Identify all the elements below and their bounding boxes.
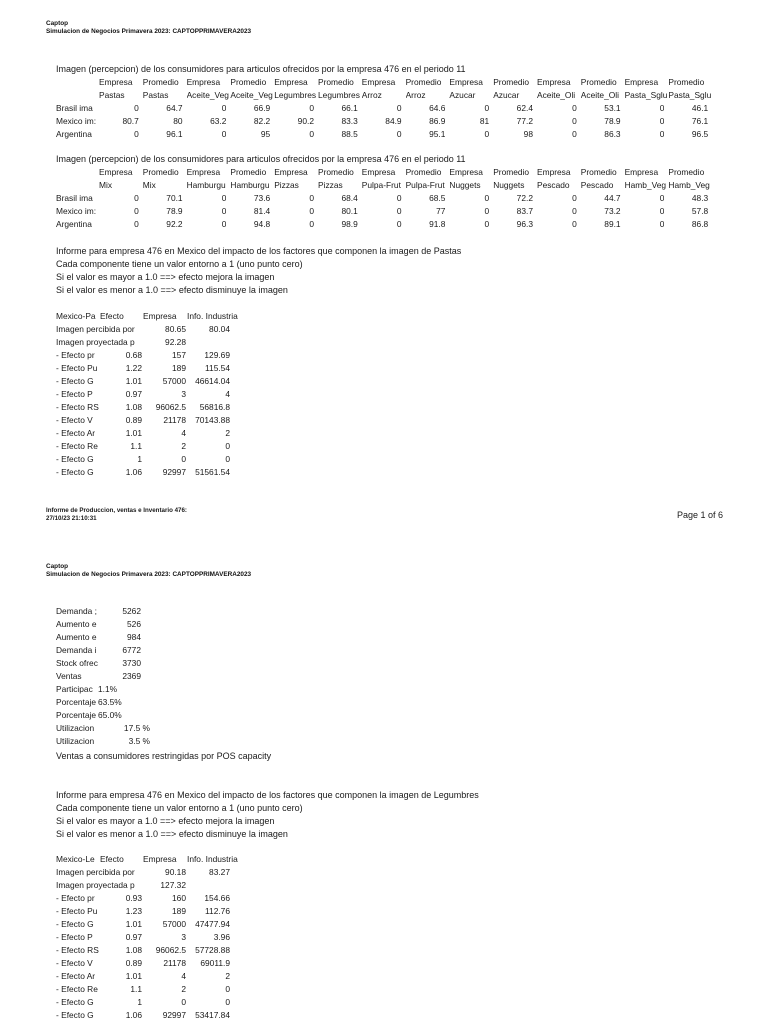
column-header: Promedio [230,167,267,177]
page-number: Page 1 of 6 [677,510,724,520]
row-label: - Efecto RS [56,945,99,955]
table-cell: 0 [396,193,402,203]
footer-datetime: 27/10/23 21:10:31 [46,515,97,522]
stat-label: Aumento e [56,632,97,642]
column-header: Empresa [449,77,483,87]
industria-value: 2 [225,428,230,438]
empresa-value: 90.18 [165,867,186,877]
row-label: - Efecto G [56,376,94,386]
table-cell: 98.9 [341,219,358,229]
industria-value: 154.66 [204,893,230,903]
column-subheader: Aceite_Oli [537,90,576,100]
column-header: Efecto [100,854,124,864]
column-subheader: Azucar [449,90,476,100]
row-label: Argentina [56,219,92,229]
stat-value: 2369 [122,671,141,681]
row-label: - Efecto Re [56,984,98,994]
table-cell: 57.8 [691,206,709,216]
column-header: Empresa [99,77,133,87]
column-header: Promedio [493,167,530,177]
row-label: Mexico im: [56,206,97,216]
industria-value: 83.27 [209,867,230,877]
table-cell: 0 [484,219,490,229]
intro-line: Si el valor es mayor a 1.0 ==> efecto mejora la imagen [56,816,275,826]
column-header: Empresa [186,167,221,177]
table-cell: 0 [659,103,665,113]
table-cell: 0 [659,219,665,229]
column-header: Promedio [580,77,617,87]
stat-label: Aumento e [56,619,97,629]
industria-value: 112.76 [205,906,230,916]
row-label: Imagen percibida por [56,324,135,334]
table-cell: 76.1 [691,116,709,126]
column-header: Promedio [580,167,617,177]
empresa-value: 4 [181,971,186,981]
percent-value: 65.0% [98,710,122,720]
table-cell: 0 [572,103,577,113]
row-label: Imagen proyectada p [56,337,135,347]
table-cell: 0 [134,129,139,139]
table-cell: 83.7 [516,206,533,216]
intro-line: Informe para empresa 476 en Mexico del impacto de los factores que componen la imagen de Pastas [56,246,462,256]
table2-title: Imagen (percepcion) de los consumidores para articulos ofrecidos por la empresa 476 en el periodo 11 [56,154,466,164]
simulation-title: Simulacion de Negocios Primavera 2023: CAPTOPPRIMAVERA2023 [46,28,252,35]
empresa-value: 160 [172,893,186,903]
empresa-value: 57000 [162,919,186,929]
industria-value: 115.54 [205,363,230,373]
report-page-2 [0,560,768,1024]
empresa-value: 92997 [162,1010,186,1020]
column-header: Empresa [449,167,483,177]
efecto-value: 0.89 [125,415,142,425]
row-label: Argentina [56,129,92,139]
column-header: Mexico-Pa [56,311,96,321]
utilization-label: Utilizacion [56,723,95,733]
column-subheader: Nuggets [493,180,525,190]
efecto-value: 1 [137,997,142,1007]
empresa-value: 57000 [162,376,186,386]
table-cell: 84.9 [385,116,402,126]
stat-label: Demanda ; [56,606,97,616]
table-cell: 86.3 [604,129,621,139]
empresa-value: 0 [181,997,186,1007]
table-cell: 66.9 [253,103,271,113]
table-cell: 80 [173,116,183,126]
stat-value: 3730 [122,658,141,668]
column-subheader: Pulpa-Frut [405,180,445,190]
efecto-value: 1.01 [125,376,142,386]
row-label: Brasil ima [56,193,93,203]
table-cell: 68.5 [429,193,446,203]
row-label: Mexico im: [56,116,97,126]
column-subheader: Legumbres [318,90,360,100]
table-cell: 0 [572,193,577,203]
column-subheader: Hamb_Veg [668,180,710,190]
column-header: Empresa [361,77,396,87]
column-header: Empresa [186,77,221,87]
column-subheader: Pizzas [274,180,299,190]
table-cell: 88.5 [341,129,358,139]
table-cell: 68.4 [341,193,358,203]
efecto-value: 1.01 [125,919,142,929]
column-header: Promedio [405,77,442,87]
row-label: - Efecto Re [56,441,98,451]
table-cell: 77 [436,206,446,216]
simulation-title: Simulacion de Negocios Primavera 2023: CAPTOPPRIMAVERA2023 [46,571,252,578]
column-header: Empresa [624,77,659,87]
empresa-value: 21178 [163,958,186,968]
utilization-value: 3.5 % [128,736,150,746]
row-label: - Efecto V [56,958,93,968]
row-label: - Efecto Ar [56,428,96,438]
industria-value: 2 [225,971,230,981]
efecto-value: 1.01 [125,428,142,438]
table-cell: 96.1 [166,129,183,139]
empresa-value: 127.32 [160,880,186,890]
row-label: - Efecto pr [56,893,95,903]
table-cell: 0 [396,103,402,113]
table-cell: 86.8 [691,219,709,229]
table-cell: 78.9 [604,116,621,126]
table-cell: 0 [659,116,665,126]
percent-label: Porcentaje [56,697,97,707]
column-header: Promedio [318,167,354,177]
empresa-value: 92997 [162,467,186,477]
table-cell: 78.9 [166,206,183,216]
table-cell: 94.8 [253,219,271,229]
percent-value: 63.5% [98,697,122,707]
table-cell: 0 [659,129,665,139]
efecto-value: 1.08 [125,945,142,955]
column-subheader: Pescado [580,180,614,190]
table-cell: 0 [309,206,314,216]
table-cell: 92.2 [166,219,183,229]
column-header: Empresa [537,77,571,87]
table-cell: 89.1 [604,219,621,229]
table-cell: 0 [659,206,665,216]
empresa-value: 80.65 [165,324,186,334]
table-cell: 0 [221,129,227,139]
intro-line: Cada componente tiene un valor entorno a 1 (uno punto cero) [56,259,303,269]
efecto-value: 1.06 [125,467,142,477]
table-cell: 91.8 [429,219,446,229]
table-cell: 0 [309,193,314,203]
table-cell: 0 [484,103,490,113]
row-label: Brasil ima [56,103,93,113]
industria-value: 0 [225,441,230,451]
table-cell: 0 [309,219,314,229]
efecto-value: 1.06 [125,1010,142,1020]
industria-value: 0 [225,997,230,1007]
industria-value: 129.69 [204,350,230,360]
row-label: - Efecto P [56,932,93,942]
industria-value: 69011.9 [200,958,230,968]
table-cell: 72.2 [516,193,533,203]
intro-line: Si el valor es menor a 1.0 ==> efecto disminuye la imagen [56,829,288,839]
table-cell: 0 [659,193,665,203]
column-header: Info. Industria [187,311,238,321]
empresa-value: 2 [181,984,186,994]
column-header: Promedio [493,77,530,87]
row-label: - Efecto P [56,389,93,399]
empresa-value: 157 [172,350,186,360]
row-label: - Efecto Pu [56,363,98,373]
empresa-value: 2 [181,441,186,451]
column-subheader: Aceite_Veg [230,90,273,100]
stat-value: 5262 [122,606,141,616]
column-subheader: Hamburgu [230,180,270,190]
row-label: - Efecto V [56,415,93,425]
table-cell: 86.9 [429,116,446,126]
efecto-value: 1.23 [125,906,142,916]
efecto-value: 0.93 [125,893,142,903]
table-cell: 63.2 [210,116,227,126]
pos-capacity-note: Ventas a consumidores restringidas por POS capacity [56,751,272,761]
industria-value: 57728.88 [195,945,230,955]
table-cell: 73.2 [604,206,621,216]
column-subheader: Aceite_Oli [580,90,619,100]
column-subheader: Mix [99,180,113,190]
table-cell: 73.6 [253,193,271,203]
table-cell: 95.1 [429,129,446,139]
intro-line: Si el valor es menor a 1.0 ==> efecto disminuye la imagen [56,285,288,295]
stat-label: Ventas [56,671,82,681]
efecto-value: 1.08 [125,402,142,412]
industria-value: 53417.84 [195,1010,230,1020]
table-cell: 0 [309,103,314,113]
column-subheader: Arroz [405,90,426,100]
column-header: Promedio [405,167,442,177]
table-cell: 82.2 [253,116,271,126]
table-cell: 0 [396,129,402,139]
stat-value: 6772 [122,645,141,655]
table-cell: 48.3 [691,193,709,203]
app-name: Captop [46,563,69,570]
column-header: Efecto [100,311,124,321]
efecto-value: 1.22 [125,363,142,373]
efecto-value: 1.1 [130,984,142,994]
empresa-value: 92.28 [165,337,186,347]
table-cell: 81.4 [253,206,271,216]
industria-value: 70143.88 [195,415,230,425]
efecto-value: 0.89 [125,958,142,968]
table-cell: 0 [396,219,402,229]
percent-label: Porcentaje [56,710,97,720]
row-label: - Efecto Ar [56,971,96,981]
column-subheader: Pulpa-Frut [361,180,401,190]
empresa-value: 96062.5 [155,945,186,955]
column-subheader: Legumbres [274,90,317,100]
column-subheader: Pizzas [318,180,343,190]
table-cell: 0 [221,219,227,229]
table-cell: 64.6 [429,103,446,113]
percent-label: Participac [56,684,93,694]
table-cell: 0 [134,193,139,203]
row-label: - Efecto G [56,467,94,477]
row-label: - Efecto G [56,997,94,1007]
column-header: Empresa [274,77,308,87]
column-header: Mexico-Le [56,854,95,864]
empresa-value: 0 [181,454,186,464]
table-cell: 80.1 [341,206,358,216]
table1-title: Imagen (percepcion) de los consumidores para articulos ofrecidos por la empresa 476 en el periodo 11 [56,64,466,74]
column-header: Empresa [361,167,396,177]
industria-value: 56816.8 [199,402,230,412]
column-subheader: Arroz [361,90,382,100]
industria-value: 0 [225,454,230,464]
table-cell: 0 [134,103,139,113]
table-cell: 0 [572,219,577,229]
utilization-label: Utilizacion [56,736,95,746]
empresa-value: 96062.5 [155,402,186,412]
empresa-value: 3 [181,389,186,399]
table-cell: 44.7 [604,193,621,203]
empresa-value: 3 [181,932,186,942]
industria-value: 4 [225,389,230,399]
table-cell: 0 [221,193,227,203]
efecto-value: 0.97 [125,932,142,942]
row-label: - Efecto G [56,1010,94,1020]
empresa-value: 189 [172,906,186,916]
row-label: - Efecto Pu [56,906,98,916]
table-cell: 98 [523,129,533,139]
column-header: Promedio [318,77,354,87]
column-subheader: Aceite_Veg [186,90,229,100]
row-label: - Efecto G [56,454,94,464]
intro-line: Informe para empresa 476 en Mexico del impacto de los factores que componen la imagen de Legumbres [56,790,479,800]
column-subheader: Pasta_Sglu [624,90,668,100]
column-subheader: Hamburgu [186,180,226,190]
column-subheader: Nuggets [449,180,481,190]
empresa-value: 4 [181,428,186,438]
table-cell: 66.1 [341,103,358,113]
table-cell: 0 [134,219,139,229]
table-cell: 96.3 [516,219,533,229]
industria-value: 0 [225,984,230,994]
stat-label: Demanda i [56,645,97,655]
industria-value: 3.96 [213,932,230,942]
stat-value: 526 [127,619,141,629]
table-cell: 0 [309,129,314,139]
table-cell: 0 [221,103,227,113]
empresa-value: 189 [172,363,186,373]
industria-value: 46614.04 [195,376,230,386]
column-header: Empresa [274,167,308,177]
column-header: Promedio [142,167,179,177]
table-cell: 96.5 [691,129,709,139]
table-cell: 83.3 [341,116,358,126]
efecto-value: 1.1 [130,441,142,451]
column-subheader: Azucar [493,90,520,100]
column-subheader: Pastas [142,90,169,100]
table-cell: 70.1 [166,193,183,203]
efecto-value: 0.97 [125,389,142,399]
table-cell: 62.4 [516,103,533,113]
column-header: Empresa [143,854,177,864]
column-subheader: Pastas [99,90,125,100]
efecto-value: 1.01 [125,971,142,981]
row-label: - Efecto G [56,919,94,929]
percent-value: 1.1% [98,684,118,694]
column-subheader: Pescado [537,180,570,190]
column-header: Empresa [99,167,133,177]
utilization-value: 17.5 % [123,723,150,733]
table-cell: 0 [484,193,490,203]
column-header: Promedio [668,167,705,177]
table-cell: 0 [572,116,577,126]
table-cell: 90.2 [297,116,314,126]
table-cell: 64.7 [166,103,183,113]
industria-value: 47477.94 [195,919,230,929]
row-label: Imagen percibida por [56,867,135,877]
column-header: Empresa [624,167,659,177]
table-cell: 80.7 [122,116,139,126]
table-cell: 0 [572,129,577,139]
intro-line: Cada componente tiene un valor entorno a 1 (uno punto cero) [56,803,303,813]
footer-report-title: Informe de Produccion, ventas e Inventario 476: [46,507,187,514]
table-cell: 0 [572,206,577,216]
column-header: Promedio [668,77,705,87]
table-cell: 0 [396,206,402,216]
column-header: Empresa [537,167,571,177]
table-cell: 0 [221,206,227,216]
column-header: Promedio [230,77,267,87]
column-subheader: Pasta_Sglu [668,90,712,100]
column-subheader: Mix [142,180,156,190]
intro-line: Si el valor es mayor a 1.0 ==> efecto mejora la imagen [56,272,275,282]
column-header: Empresa [143,311,177,321]
industria-value: 80.04 [209,324,230,334]
stat-value: 984 [127,632,141,642]
industria-value: 51561.54 [195,467,230,477]
table-cell: 0 [484,129,490,139]
table-cell: 0 [134,206,139,216]
stat-label: Stock ofrec [56,658,98,668]
table-cell: 77.2 [516,116,533,126]
table-cell: 81 [479,116,490,126]
efecto-value: 1 [137,454,142,464]
column-subheader: Hamb_Veg [624,180,667,190]
table-cell: 46.1 [691,103,709,113]
row-label: - Efecto pr [56,350,95,360]
row-label: Imagen proyectada p [56,880,135,890]
column-header: Info. Industria [187,854,238,864]
empresa-value: 21178 [163,415,186,425]
table-cell: 0 [484,206,490,216]
table-cell: 95 [260,129,271,139]
efecto-value: 0.68 [125,350,142,360]
app-name: Captop [46,20,69,27]
column-header: Promedio [142,77,179,87]
row-label: - Efecto RS [56,402,99,412]
table-cell: 53.1 [604,103,621,113]
